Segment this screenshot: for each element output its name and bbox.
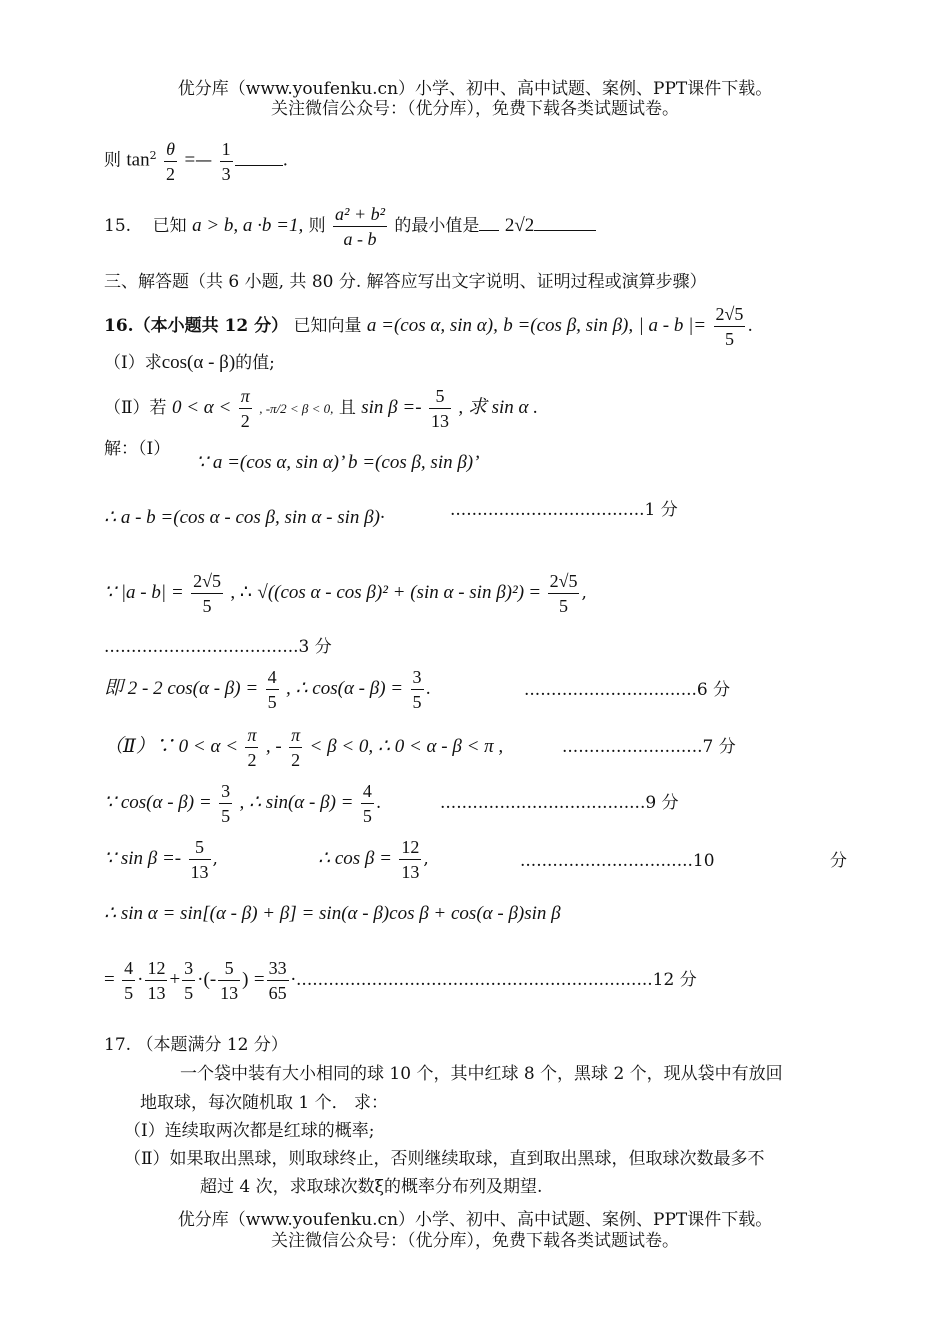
q16-heading: 16.（本小题共 12 分） (104, 316, 289, 336)
q17-text-1: 一个袋中装有大小相同的球 10 个，其中红球 8 个，黑球 2 个，现从袋中有放回 (180, 1064, 783, 1084)
q15-fraction: $\frac{\text{a² + b²}}{a - b}$ (335, 204, 385, 249)
q16-intro: 已知向量 (293, 316, 362, 336)
score-1: ....................................1 分 (450, 500, 678, 520)
score-9: ......................................9 分 (440, 793, 679, 813)
score-6: ................................6 分 (524, 680, 731, 700)
q16-pi-over-2: $\frac{\pi}{2}$ (240, 386, 250, 431)
q15-number: 15. (104, 216, 132, 236)
q14-func: tan (126, 149, 150, 171)
solution-sqrt-expr: √((cos α - cos β)² + (sin α - sin β)²) (257, 582, 525, 603)
score-12: ·..................................................................12 分 (290, 970, 697, 990)
q15-text3: 的最小值是 (394, 216, 480, 236)
q14-answer-line: 则 $\tan^2$ $\frac{\theta}{2}$ =— $\frac{1}{3}$ . (104, 138, 288, 184)
q14-eq: = (184, 149, 196, 171)
q16-norm: | a - b |= (638, 315, 707, 336)
q16-part2: （Ⅱ）若 0 < α < $\frac{\pi}{2}$ , -π/2 < β < 0, 且 sin β =- $\frac{5}{13}$ , 求 sin α . (104, 386, 538, 431)
q16-frac-5-13: $\frac{5}{13}$ (430, 386, 449, 431)
solution-line-2: ∴ a - b =(cos α - cos β, sin α - sin β)· (104, 507, 385, 528)
footer-line-2: 关注微信公众号：（优分库），免费下载各类试题试卷。 (271, 1231, 679, 1251)
solution-line-5: （Ⅱ）∵ 0 < α < $\frac{\pi}{2}$ , - $\frac{\pi}{2}$ < β < 0, ∴ 0 < α - β < π , (104, 725, 504, 770)
q16-part1: （Ⅰ）求cos(α - β)的值; (104, 352, 275, 373)
q16-vector-a: a =(cos α, sin α), (366, 315, 498, 336)
footer-line-1: 优分库（www.youfenku.cn）小学、初中、高中试题、案例、PPT课件下载。 (177, 1210, 773, 1230)
section-3-title: 三、解答题（共 6 小题, 共 80 分. 解答应写出文字说明、证明过程或演算步骤） (104, 272, 707, 292)
q14-prefix: 则 (104, 150, 121, 171)
q15-text2: 则 (308, 216, 326, 236)
q15-answer: 2√2 (504, 215, 535, 236)
q15-text1: 已知 (152, 216, 187, 236)
q17-part1: （Ⅰ）连续取两次都是红球的概率; (124, 1121, 375, 1141)
question-15 (104, 198, 596, 254)
header-line-2: 关注微信公众号：（优分库），免费下载各类试题试卷。 (271, 99, 679, 119)
q16-final-answer: $\frac{33}{65}$ (268, 958, 287, 1003)
score-7: ..........................7 分 (562, 737, 736, 757)
header-line-1: 优分库（www.youfenku.cn）小学、初中、高中试题、案例、PPT课件下载。 (177, 79, 773, 99)
q14-theta-frac: $\frac{\theta}{2}$ (166, 138, 176, 184)
solution-line-4: 即 2 - 2 cos(α - β) = $\frac{4}{5}$ , ∴ cos(α - β) = $\frac{3}{5}$ . (104, 667, 431, 712)
solution-line-6: ∵ cos(α - β) = $\frac{3}{5}$ , ∴ sin(α - β) = $\frac{4}{5}$ . (104, 781, 382, 826)
q14-neg: — (195, 150, 213, 171)
q16-vector-b: b =(cos β, sin β), (503, 315, 634, 336)
solution-label: 解：（Ⅰ） (104, 439, 171, 459)
solution-line-7b: ∴ cos β = $\frac{12}{13}$ , (318, 837, 429, 882)
q17-heading: 17. （本题满分 12 分） (104, 1035, 288, 1055)
solution-line-8: ∴ sin α = sin[(α - β) + β] = sin(α - β)cos β + cos(α - β)sin β (104, 903, 561, 924)
q14-answer-frac: $\frac{1}{3}$ (221, 138, 231, 184)
q17-part2-b: 超过 4 次，求取球次数ξ的概率分布列及期望. (200, 1177, 543, 1197)
q16-part1-expr: cos(α - β) (161, 352, 236, 373)
q17-text-2: 地取球，每次随机取 1 个． 求： (140, 1093, 389, 1113)
solution-line-3: ∵ |a - b| = $\frac{2√5}{5}$ , ∴ √((cos α - cos β)² + (sin α - sin β)²) = $\frac{2√5}{5}$ , (104, 571, 587, 616)
solution-line-7a: ∵ sin β =- $\frac{5}{13}$ , (104, 837, 218, 882)
q14-exp: 2 (149, 149, 157, 162)
q15-condition: a > b, a ·b =1, (192, 215, 304, 236)
solution-line-1: ∵ a =(cos α, sin α)’ b =(cos β, sin β)’ (196, 452, 480, 473)
score-10: ................................10 (520, 851, 715, 871)
score-3: ....................................3 分 (104, 637, 332, 657)
q16-stem: 16.（本小题共 12 分） 已知向量 a =(cos α, sin α), b =(cos β, sin β), | a - b |= $\frac{2√5}{5}$ . (104, 304, 753, 349)
q16-norm-frac: $\frac{2√5}{5}$ (715, 304, 744, 349)
solution-line-9: = $\frac{4}{5}$ · $\frac{12}{13}$ + $\frac{3}{5}$ ·(- $\frac{5}{13}$ ) = $\frac{33}{65}$ ·..................................................................12 分 (104, 958, 697, 1003)
score-10-unit: 分 (830, 851, 847, 871)
q17-part2-a: （Ⅱ）如果取出黑球，则取球终止，否则继续取球，直到取出黑球，但取球次数最多不 (124, 1149, 765, 1169)
